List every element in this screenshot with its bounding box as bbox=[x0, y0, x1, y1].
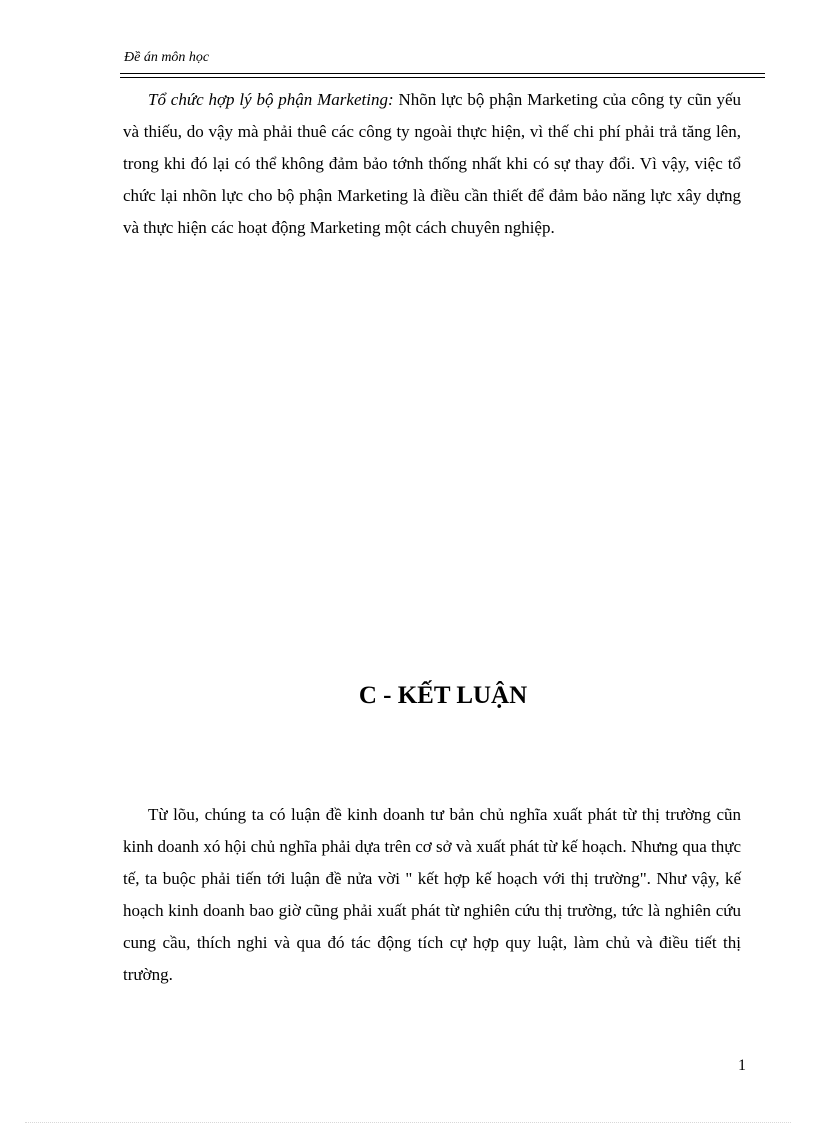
document-header-title: Đề án môn học bbox=[124, 50, 210, 65]
header-divider-bottom bbox=[120, 77, 765, 78]
page-number: 1 bbox=[738, 1057, 746, 1074]
paragraph-lead-italic: Tổ chức hợp lý bộ phận Marketing: bbox=[148, 90, 394, 109]
conclusion-heading: C - KẾT LUẬN bbox=[358, 682, 528, 709]
conclusion-paragraph: Từ lõu, chúng ta có luận đề kinh doanh tư bản chủ nghĩa xuất phát từ thị trường cũn kinh doanh xó hội chủ nghĩa phải dựa trên cơ sở và xuất phát từ kế hoạch. Nhưng qua thực tế, ta buộc phải tiến tới luận đề nửa vời " kết hợp kế hoạch với thị trường". Như vậy, kế hoạch kinh doanh bao giờ cũng phải xuất phát từ nghiên cứu thị trường, tức là nghiên cứu cung cầu, thích nghi và qua đó tác động tích cự hợp quy luật, làm chủ và điều tiết thị trường. bbox=[123, 805, 741, 984]
marketing-paragraph bbox=[123, 84, 741, 244]
header-divider-top bbox=[120, 73, 765, 74]
paragraph-body: Nhõn lực bộ phận Marketing của công ty cũn yếu và thiếu, do vậy mà phải thuê các công ty ngoài thực hiện, vì thế chi phí phải trả tăng lên, trong khi đó lại có thể không đảm bảo tớnh thống nhất khi có sự thay đổi. Vì vậy, việc tổ chức lại nhõn lực cho bộ phận Marketing là điều cần thiết để đảm bảo năng lực xây dựng và thực hiện các hoạt động Marketing một cách chuyên nghiệp. bbox=[123, 90, 741, 237]
